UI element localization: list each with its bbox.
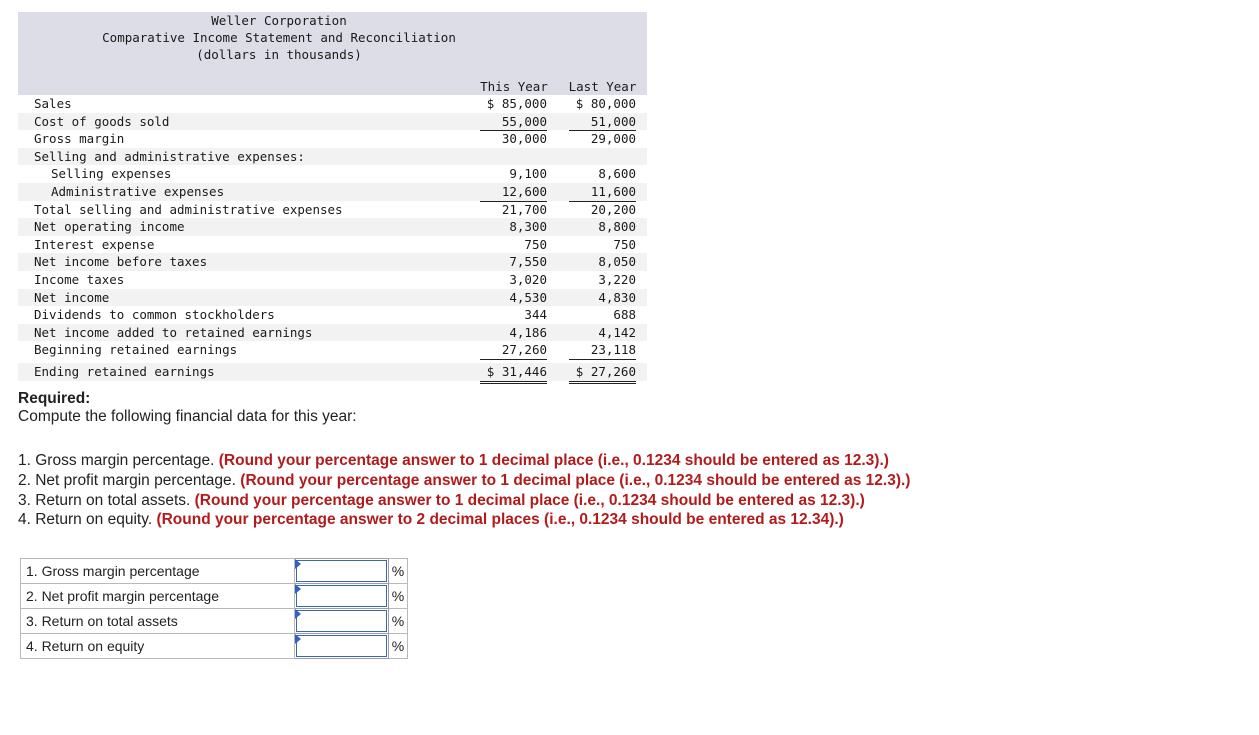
row-label: Administrative expenses (51, 183, 225, 199)
value-this-year: 344 (480, 306, 547, 325)
statement-title: Weller Corporation (211, 13, 347, 28)
return-on-equity-input[interactable] (296, 635, 387, 657)
row-label: Income taxes (34, 271, 125, 287)
value-last-year: 23,118 (569, 341, 636, 360)
value-this-year: 8,300 (509, 219, 547, 235)
row-income-taxes (18, 271, 647, 289)
answer-label: 2. Net profit margin percentage (21, 584, 295, 609)
row-sales (18, 95, 647, 113)
row-dividends (18, 306, 647, 324)
row-label: Sales (34, 96, 72, 111)
required-item-note: (Round your percentage answer to 1 decimal place (i.e., 0.1234 should be entered as 12.3).) (194, 491, 865, 509)
required-section (18, 390, 357, 426)
required-item-text: 1. Gross margin percentage. (18, 452, 219, 469)
answer-cell (295, 634, 389, 659)
row-interest-expense (18, 236, 647, 254)
value-last-year: $ 80,000 (575, 96, 636, 111)
value-last-year: 4,142 (598, 324, 636, 340)
column-header-this-year: This Year (470, 78, 564, 95)
required-item-note: (Round your percentage answer to 2 decimal places (i.e., 0.1234 should be entered as 12.34).) (156, 511, 844, 529)
percent-unit: % (389, 634, 408, 659)
value-last-year: 11,600 (569, 183, 636, 202)
required-heading: Required: (18, 390, 91, 407)
row-label: Ending retained earnings (34, 363, 215, 379)
required-intro: Compute the following financial data for this year: (18, 408, 357, 425)
value-this-year: 9,100 (509, 166, 547, 182)
required-item (18, 451, 910, 471)
required-item-note: (Round your percentage answer to 1 decimal place (i.e., 0.1234 should be entered as 12.3).) (240, 471, 911, 489)
percent-unit: % (389, 584, 408, 609)
answer-label: 3. Return on total assets (21, 609, 295, 634)
value-this-year: 7,550 (509, 254, 547, 270)
answer-cell (295, 609, 389, 634)
answer-row (21, 634, 408, 659)
value-last-year: 51,000 (569, 113, 636, 132)
row-label: Beginning retained earnings (34, 342, 238, 358)
value-this-year: $ 85,000 (486, 96, 547, 111)
value-this-year: 27,260 (480, 341, 547, 360)
required-item-text: 2. Net profit margin percentage. (18, 471, 241, 489)
row-label: Interest expense (34, 236, 155, 252)
value-last-year: 3,220 (569, 271, 636, 290)
column-header-label (18, 78, 470, 95)
statement-subtitle: Comparative Income Statement and Reconciliation (102, 30, 456, 45)
value-this-year: 55,000 (480, 113, 547, 132)
row-net-income-before-taxes (18, 253, 647, 271)
row-label: Net income before taxes (34, 254, 208, 270)
income-statement (18, 12, 647, 381)
value-last-year: 20,200 (569, 201, 636, 220)
value-last-year: 4,830 (598, 289, 636, 305)
value-this-year: $ 31,446 (480, 363, 547, 384)
value-last-year: 750 (569, 236, 636, 255)
required-item-text: 4. Return on equity. (18, 511, 157, 529)
value-this-year: 21,700 (480, 201, 547, 220)
row-net-income-added (18, 324, 647, 342)
row-cogs (18, 113, 647, 131)
required-item-text: 3. Return on total assets. (18, 491, 195, 509)
value-last-year: 8,600 (598, 166, 636, 182)
gross-margin-input[interactable] (296, 560, 387, 582)
required-item (18, 471, 910, 491)
flag-marker-icon (295, 609, 301, 619)
row-net-operating-income (18, 218, 647, 236)
flag-marker-icon (295, 584, 301, 594)
answer-label: 1. Gross margin percentage (21, 559, 295, 584)
row-label: Total selling and administrative expenses (34, 201, 343, 217)
row-label: Net operating income (34, 219, 185, 235)
value-this-year: 30,000 (480, 130, 547, 149)
row-net-income (18, 289, 647, 307)
row-sga-heading (18, 148, 647, 166)
percent-unit: % (389, 609, 408, 634)
column-header-row (18, 78, 647, 95)
answer-cell (295, 584, 389, 609)
row-label: Net income (34, 289, 110, 305)
value-this-year: 4,530 (509, 289, 547, 305)
statement-units: (dollars in thousands) (196, 47, 362, 62)
percent-unit: % (389, 559, 408, 584)
required-list (18, 451, 910, 530)
value-last-year: 8,050 (598, 254, 636, 270)
row-label: Dividends to common stockholders (34, 307, 275, 323)
return-on-total-assets-input[interactable] (296, 610, 387, 632)
required-item-note: (Round your percentage answer to 1 decimal place (i.e., 0.1234 should be entered as 12.3).) (218, 452, 889, 469)
answer-row (21, 584, 408, 609)
row-selling-expenses (18, 165, 647, 183)
answer-label: 4. Return on equity (21, 634, 295, 659)
statement-header (18, 12, 647, 78)
row-label: Selling expenses (51, 166, 172, 182)
row-ending-retained-earnings (18, 363, 647, 381)
row-gross-margin (18, 130, 647, 148)
flag-marker-icon (295, 634, 301, 644)
value-this-year: 12,600 (480, 183, 547, 202)
value-this-year: 750 (480, 236, 547, 255)
row-label: Selling and administrative expenses: (34, 148, 305, 164)
row-label: Gross margin (34, 131, 125, 147)
column-header-last-year: Last Year (558, 78, 647, 95)
flag-marker-icon (295, 559, 301, 569)
required-item (18, 491, 910, 511)
row-label: Net income added to retained earnings (34, 324, 313, 340)
answer-row (21, 559, 408, 584)
net-profit-margin-input[interactable] (296, 585, 387, 607)
answer-row (21, 609, 408, 634)
row-admin-expenses (18, 183, 647, 201)
value-this-year: 4,186 (509, 324, 547, 340)
value-this-year: 3,020 (480, 271, 547, 290)
row-beginning-retained-earnings (18, 341, 647, 359)
value-last-year: 8,800 (598, 219, 636, 235)
answer-table (20, 558, 408, 659)
required-item (18, 510, 910, 530)
value-last-year: $ 27,260 (569, 363, 636, 384)
answer-cell (295, 559, 389, 584)
row-total-sga (18, 201, 647, 219)
row-label: Cost of goods sold (34, 113, 170, 129)
value-last-year: 29,000 (569, 130, 636, 149)
value-last-year: 688 (569, 306, 636, 325)
